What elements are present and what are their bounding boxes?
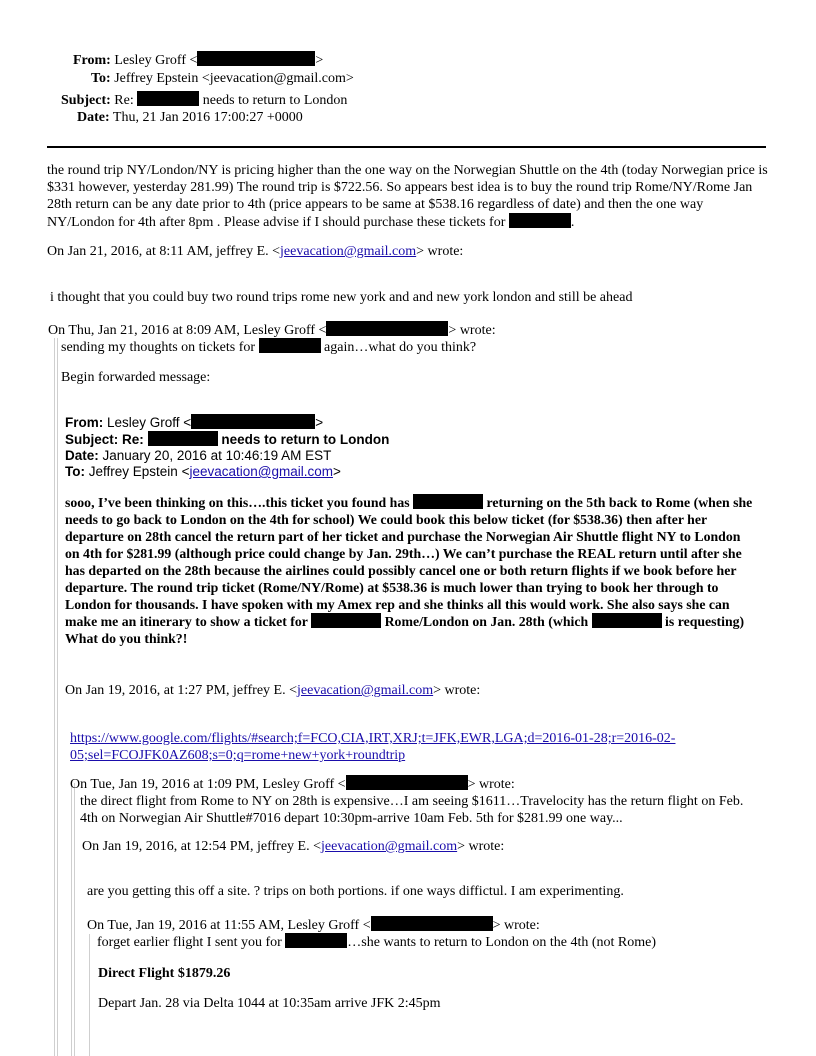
- redaction-box: [197, 51, 315, 66]
- quoted-message: i thought that you could buy two round trips rome new york and and new york london and still be ahead: [50, 290, 633, 305]
- forwarded-intro: Begin forwarded message:: [61, 370, 211, 385]
- redaction-box: [285, 933, 347, 948]
- redaction-box: [137, 91, 199, 106]
- quote-bar: [89, 934, 90, 1056]
- subject-prefix: Re:: [114, 93, 134, 108]
- from-label: From:: [73, 53, 111, 68]
- quote-attribution: On Jan 19, 2016, at 12:54 PM, jeffrey E. <jeevacation@gmail.com> wrote:: [82, 839, 505, 854]
- quoted-message: the direct flight from Rome to NY on 28th is expensive…I am seeing $1611…Travelocity has the return flight on Feb. 4th on Norwegian Air Shuttle#7016 depart 10:30pm-arrive 10am Feb. 5th for $281.99 one way...: [80, 794, 744, 826]
- header-divider: [47, 146, 766, 148]
- redaction-box: [259, 338, 321, 353]
- subject-suffix: needs to return to London: [202, 93, 348, 108]
- flight-details: Depart Jan. 28 via Delta 1044 at 10:35am arrive JFK 2:45pm: [98, 996, 441, 1011]
- date-label: Date:: [77, 110, 110, 125]
- forwarded-message-body: sooo, I’ve been thinking on this….this ticket you found has returning on the 5th back to Rome (when she needs to go back to London on the 4th for school) We could book this below ticket (for $538.36) then after her departure on 28th cancel the return part of her ticket and purchase the Norwegian Air Shuttle flight NY to London on 4th for $281.99 (although price could change by Jan. 29th…) We can’t purchase the REAL return until after she has departed on the 28th because the airlines could possibly cancel one or both return flights if we book before her departure. The round trip ticket (Rome/NY/Rome) at $538.36 is much lower than trying to book her through to London for thousands. I have spoken with my Amex rep and she thinks all this would work. She also says she can make me an itinerary to show a ticket for Rome/London on Jan. 28th (which is requesting) What do you think?!: [65, 495, 753, 646]
- redaction-box: [311, 613, 381, 628]
- email-link[interactable]: jeevacation@gmail.com: [321, 839, 458, 854]
- reply-paragraph: the round trip NY/London/NY is pricing higher than the one way on the Norwegian Shuttle on the 4th (today Norwegian price is $331 however, yesterday 281.99) The round trip is $722.56. So appears best idea is to buy the round trip Rome/NY/Rome Jan 28th return can be any date prior to 4th (price appears to be same at $538.16 regardless of date) and then the one way NY/London for 4th after 8pm . Please advise if I should purchase these tickets for .: [47, 163, 768, 230]
- forwarded-header: From: Lesley Groff < > Subject: Re: needs to return to London Date: January 20, 2016 at 10:46:19 AM EST To: Jeffrey Epstein <jeevacation@gmail.com>: [65, 415, 390, 479]
- redaction-box: [148, 431, 218, 446]
- to-value: Jeffrey Epstein <jeevacation@gmail.com>: [114, 71, 354, 86]
- quoted-message: are you getting this off a site. ? trips on both portions. if one ways diffictul. I am experimenting.: [87, 884, 624, 899]
- redaction-box: [326, 321, 448, 336]
- quote-attribution: On Tue, Jan 19, 2016 at 11:55 AM, Lesley Groff < > wrote:: [87, 918, 540, 933]
- quote-attribution: On Tue, Jan 19, 2016 at 1:09 PM, Lesley Groff < > wrote:: [70, 777, 515, 792]
- header-date-row: [77, 110, 303, 126]
- header-subject-row: [61, 91, 347, 109]
- email-link[interactable]: jeevacation@gmail.com: [189, 464, 333, 479]
- date-value: Thu, 21 Jan 2016 17:00:27 +0000: [112, 110, 303, 125]
- subject-label: Subject:: [61, 93, 111, 108]
- quote-attribution: On Jan 19, 2016, at 1:27 PM, jeffrey E. <jeevacation@gmail.com> wrote:: [65, 683, 481, 698]
- quote-bar: [71, 783, 72, 1056]
- redaction-box: [346, 775, 468, 790]
- quote-attribution: On Thu, Jan 21, 2016 at 8:09 AM, Lesley Groff < > wrote:: [48, 323, 496, 338]
- header-to-row: [91, 71, 354, 87]
- redaction-box: [592, 613, 662, 628]
- redaction-box: [191, 414, 315, 429]
- quote-attribution: On Jan 21, 2016, at 8:11 AM, jeffrey E. <jeevacation@gmail.com> wrote:: [47, 244, 464, 259]
- email-link[interactable]: jeevacation@gmail.com: [280, 244, 417, 259]
- quote-bar: [74, 783, 75, 1056]
- quoted-message: forget earlier flight I sent you for …she wants to return to London on the 4th (not Rome): [97, 935, 657, 950]
- quote-bar: [54, 338, 55, 1056]
- quote-bar: [57, 338, 58, 1056]
- redaction-box: [413, 494, 483, 509]
- redaction-box: [371, 916, 493, 931]
- to-label: To:: [91, 71, 111, 86]
- quoted-message: sending my thoughts on tickets for again…what do you think?: [61, 340, 477, 355]
- redaction-box: [509, 213, 571, 228]
- header-from-row: From: Lesley Groff < >: [73, 53, 324, 68]
- from-name: Lesley Groff <: [114, 53, 198, 68]
- google-flights-link[interactable]: https://www.google.com/flights/#search;f=FCO,CIA,IRT,XRJ;t=JFK,EWR,LGA;d=2016-01-28;r=2016-02- 05;sel=FCOJFK0AZ608;s=0;q=rome+new+york+roundtrip: [70, 731, 676, 763]
- email-link[interactable]: jeevacation@gmail.com: [297, 683, 434, 698]
- direct-flight-heading: Direct Flight $1879.26: [98, 966, 231, 981]
